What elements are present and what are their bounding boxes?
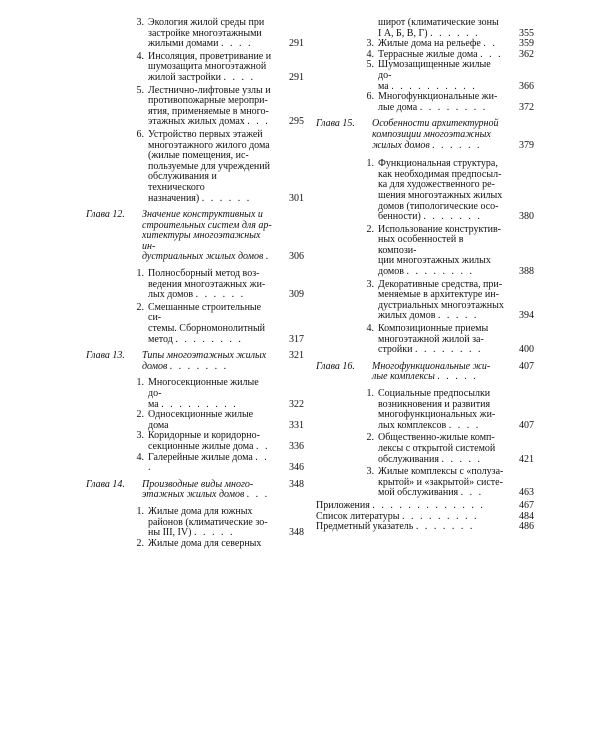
entry-title-line: многоэтажного жилого дома [148, 139, 270, 151]
entry-title-line: районов (климатические зо- [148, 516, 268, 528]
entry-title-line: дустриальных жилых домов [142, 251, 264, 263]
leader-dots: . [265, 251, 271, 263]
entry-title-line: стройки [378, 344, 413, 356]
page-number: 331 [289, 419, 304, 431]
entry-title-line: Многофункциональные жи- [378, 91, 498, 103]
toc-chapter [316, 119, 534, 151]
entry-title-line: меняемые в архитектуре ин- [378, 289, 499, 301]
chapter-label: Глава 15. [316, 118, 355, 130]
entry-title-line: противопожарные меропри- [148, 95, 268, 107]
entry-title-line: лексы с открытой системой [378, 442, 496, 454]
entry-title-line: Жилые дома для северных [148, 537, 262, 549]
page-number: 463 [519, 487, 534, 499]
entry-number: 5. [136, 84, 144, 96]
entry-title-line: метод [148, 333, 173, 345]
leader-dots: . . . . . . . . [415, 344, 483, 356]
toc-entry [316, 159, 534, 223]
entry-title-line: Функциональная структура, [378, 158, 498, 170]
entry-title-line: жилыми домами [148, 38, 219, 50]
entry-number: 3. [136, 430, 144, 442]
toc-entry [86, 130, 304, 204]
toc-left-column [86, 18, 304, 549]
entry-title-line: Коридорные и коридорно- [148, 430, 260, 442]
entry-last-line [316, 522, 504, 533]
entry-number: 1. [136, 268, 144, 280]
entry-title [316, 522, 534, 533]
entry-title-line: ных особенностей в компози- [378, 234, 464, 256]
entry-title-line: застройке многоэтажными [148, 27, 262, 39]
page-number: 317 [289, 333, 304, 345]
toc-entry [316, 280, 534, 322]
entry-title-line: этажных жилых домах [148, 116, 245, 128]
entry-number: 1. [366, 158, 374, 170]
toc-entry [86, 52, 304, 84]
entry-title-line: Полносборный метод воз- [148, 268, 260, 280]
leader-dots: . . . [247, 116, 270, 128]
entry-title-line: ведения многоэтажных жи- [148, 278, 266, 290]
page-number: 366 [519, 80, 534, 92]
entry-title-line: многофункциональных жи- [378, 409, 496, 421]
leader-dots: . . . . . . [430, 27, 480, 39]
entry-title-line: Особенности архитектурной [372, 118, 499, 130]
entry-title-line: Жилые комплексы с «полуза- [378, 466, 504, 478]
entry-number: 4. [136, 451, 144, 463]
entry-number: 5. [366, 59, 374, 71]
page-number: 306 [289, 251, 304, 263]
entry-title-line: Галерейные жилые дома [148, 451, 253, 463]
leader-dots: . . . [246, 489, 270, 501]
chapter-label: Глава 13. [86, 350, 125, 362]
entry-title-line: Приложения [316, 499, 370, 511]
entry-title-line: дустриальных многоэтажных [378, 299, 504, 311]
leader-dots: . . . [148, 451, 269, 474]
page-number: 346 [289, 462, 304, 474]
entry-title-line: бенности) [378, 211, 421, 223]
entry-title [148, 539, 304, 550]
leader-dots: . . . [460, 487, 484, 499]
entry-last-line [378, 103, 504, 114]
entry-title-line: как необходимая предпосыл- [378, 168, 502, 180]
page-number: 486 [519, 521, 534, 533]
entry-last-line [148, 335, 274, 346]
entry-number: 6. [366, 91, 374, 103]
leader-dots: . . . [480, 48, 503, 60]
entry-title-line: домов (типологические осо- [378, 200, 499, 212]
entry-last-line [378, 212, 504, 223]
page-number: 388 [519, 266, 534, 278]
leader-dots: . . . . [223, 71, 255, 83]
entry-last-line [148, 290, 274, 301]
entry-title-line: Социальные предпосылки [378, 388, 491, 399]
entry-title-line: лых комплексов [378, 419, 447, 431]
toc-entry [316, 389, 534, 431]
entry-number: 2. [366, 432, 374, 444]
entry-title-line: ны III, IV) [148, 527, 192, 539]
entry-title-line: Список литературы [316, 510, 400, 522]
entry-title-line: жилых домов [372, 139, 430, 151]
leader-dots: . . . . . [441, 453, 482, 465]
leader-dots: . . [483, 38, 497, 50]
toc-chapter [316, 362, 534, 383]
toc-chapter [86, 210, 304, 263]
toc-entry [316, 522, 534, 533]
page-number: 321 [289, 350, 304, 362]
leader-dots: . . . . . . . [423, 211, 482, 223]
entry-last-line [378, 311, 504, 322]
page-number: 372 [519, 101, 534, 113]
entry-title-line: Жилые дома на рельефе [378, 38, 481, 50]
page-number: 295 [289, 116, 304, 128]
toc-entry [86, 431, 304, 452]
entry-title-line: Инсоляция, проветривание и [148, 50, 272, 62]
page-number: 484 [519, 510, 534, 522]
toc-right-column [316, 18, 534, 533]
entry-number: 3. [366, 466, 374, 478]
toc-chapter [86, 480, 304, 501]
entry-title-line: мой обслуживания [378, 487, 459, 499]
toc-entry [86, 453, 304, 474]
leader-dots: . . . . . . . . . . [391, 80, 477, 92]
entry-title-line: хитектуры многоэтажных ин- [142, 230, 261, 252]
entry-title-line: обслуживания [378, 453, 439, 465]
toc-chapter [86, 351, 304, 372]
entry-number: 1. [136, 377, 144, 389]
entry-title-line: пользуемые для учреждений [148, 160, 270, 172]
entry-title-line: Жилые дома для южных [148, 505, 253, 517]
entry-title-line: назначения) [148, 192, 200, 204]
entry-number: 2. [136, 409, 144, 421]
entry-number: 1. [136, 505, 144, 517]
entry-title-line: ятия, применяемые в много- [148, 105, 269, 117]
entry-title-line: ма [148, 398, 159, 410]
entry-number: 4. [366, 323, 374, 335]
page-number: 407 [519, 419, 534, 431]
entry-last-line [378, 488, 504, 499]
entry-last-line [372, 141, 504, 152]
toc-entry [86, 303, 304, 345]
entry-title-line: стемы. Сборномонолитный [148, 323, 266, 335]
leader-dots: . . . . . . . . . [401, 510, 479, 522]
entry-last-line [148, 117, 274, 128]
entry-title-line: I А, Б, В, Г) [378, 27, 428, 39]
page-number: 362 [519, 48, 534, 60]
leader-dots: . . . . . . . [415, 521, 475, 533]
leader-dots: . . . . . . . . [175, 333, 243, 345]
entry-title-line: лые дома [378, 101, 418, 113]
toc-entry [86, 507, 304, 539]
leader-dots: . . . . . . . . . [161, 398, 238, 410]
toc-entry [316, 18, 534, 39]
entry-title-line: шумозащита многоэтажной [148, 61, 267, 73]
toc-entry [316, 467, 534, 499]
leader-dots: . . . . . . . . . . . . . [372, 499, 485, 511]
leader-dots: . . [255, 440, 270, 452]
entry-last-line [142, 490, 274, 501]
chapter-label: Глава 12. [86, 209, 125, 221]
page-number: 421 [519, 453, 534, 465]
entry-title-line: Экология жилой среды при [148, 17, 265, 28]
page-number: 301 [289, 192, 304, 204]
entry-title-line: строительных систем для ар- [142, 219, 272, 231]
entry-title-line: Предметный указатель [316, 521, 414, 533]
page-number: 348 [289, 478, 304, 490]
entry-title-line: жилой застройки [148, 71, 221, 83]
entry-title-line: многоэтажной жилой за- [378, 333, 484, 345]
entry-number: 4. [366, 48, 374, 60]
chapter-label: Глава 16. [316, 360, 355, 372]
page-number: 380 [519, 211, 534, 223]
entry-title-line: Устройство первых этажей [148, 128, 263, 140]
entry-title-line: Композиционные приемы [378, 323, 489, 335]
entry-last-line [378, 345, 504, 356]
toc-entry [316, 92, 534, 113]
page-number: 379 [519, 139, 534, 151]
entry-last-line [142, 252, 274, 263]
page-number: 291 [289, 38, 304, 50]
page-number: 322 [289, 398, 304, 410]
entry-title-line: обслуживания и технического [148, 171, 217, 193]
entry-title-line: домов [378, 266, 404, 278]
entry-last-line [148, 453, 274, 474]
toc-entry [86, 86, 304, 128]
entry-title-line: Шумозащищенные жилые до- [378, 59, 491, 81]
toc-entry [86, 539, 304, 550]
entry-last-line [148, 39, 274, 50]
entry-number: 3. [366, 38, 374, 50]
toc-entry [316, 225, 534, 278]
leader-dots: . . . . . . . . [406, 266, 474, 278]
leader-dots: . . . . . . . [169, 360, 229, 372]
page-number: 394 [519, 310, 534, 322]
entry-number: 4. [136, 50, 144, 62]
entry-title-line: ка для художественного ре- [378, 179, 495, 191]
entry-title-line: Смешанные строительные си- [148, 301, 262, 324]
toc-entry [316, 324, 534, 356]
entry-title-line: Многосекционные жилые до- [148, 377, 259, 399]
entry-title-line: (жилые помещения, ис- [148, 150, 249, 162]
entry-title-line: Использование конструктив- [378, 223, 501, 235]
entry-title-line: ции многоэтажных жилых [378, 255, 491, 267]
entry-number: 3. [136, 17, 144, 28]
entry-number: 3. [366, 278, 374, 290]
leader-dots: . . . . . [437, 371, 478, 383]
page-number: 291 [289, 71, 304, 83]
page-number: 400 [519, 344, 534, 356]
entry-title-line: крытой» и «закрытой» систе- [378, 476, 503, 488]
entry-title-line: ма [378, 80, 389, 92]
toc-entry [86, 378, 304, 410]
leader-dots: . . . . . . . . [419, 101, 488, 113]
entry-last-line [372, 372, 504, 383]
toc-entry [316, 433, 534, 465]
toc-entry [86, 18, 304, 50]
page-number: 336 [289, 440, 304, 452]
entry-title-line: Производные виды много- [142, 478, 254, 490]
entry-last-line [142, 362, 274, 373]
toc-entry [86, 269, 304, 301]
leader-dots: . . . . [448, 419, 481, 431]
leader-dots: . . . . . . [201, 192, 252, 204]
entry-number: 1. [366, 388, 374, 399]
entry-title-line: Типы многоэтажных жилых [142, 350, 267, 362]
page-number: 309 [289, 289, 304, 301]
entry-number: 2. [136, 301, 144, 313]
leader-dots: . . . . . . [432, 139, 482, 151]
chapter-label: Глава 14. [86, 478, 125, 490]
page-number: 467 [519, 499, 534, 511]
entry-number: 2. [366, 223, 374, 235]
entry-title-line: Значение конструктивных и [142, 209, 263, 221]
entry-last-line [148, 194, 274, 205]
entry-title-line: лых домов [148, 289, 194, 301]
entry-title-line: домов [142, 360, 168, 372]
entry-title-line: Террасные жилые дома [378, 48, 478, 60]
entry-last-line [378, 421, 504, 432]
entry-title-line: Многофункциональные жи- [372, 360, 491, 372]
entry-title-line: Общественно-жилые комп- [378, 432, 495, 444]
leader-dots: . . . . [220, 38, 253, 50]
entry-title-line: широт (климатические зоны [378, 17, 499, 28]
entry-title-line: Односекционные жилые дома [148, 409, 254, 431]
toc-entry [86, 410, 304, 431]
page-number: 407 [519, 360, 534, 372]
leader-dots: . . . . . [193, 527, 235, 539]
entry-title-line: Декоративные средства, при- [378, 278, 503, 290]
entry-title-line: шения многоэтажных жилых [378, 189, 503, 201]
page-number: 355 [519, 27, 534, 39]
entry-last-line [378, 267, 504, 278]
entry-title-line: жилых домов [378, 310, 436, 322]
entry-number: 2. [136, 537, 144, 549]
entry-last-line [148, 73, 274, 84]
leader-dots: . . . . . . [195, 289, 246, 301]
leader-dots: . . . . . [437, 310, 479, 322]
entry-title-line: композиции многоэтажных [372, 128, 491, 140]
page-number: 359 [519, 38, 534, 50]
entry-title-line: Лестнично-лифтовые узлы и [148, 84, 271, 96]
entry-number: 6. [136, 128, 144, 140]
entry-title-line: этажных жилых домов [142, 489, 245, 501]
page-number: 348 [289, 527, 304, 539]
entry-last-line [378, 455, 504, 466]
entry-title-line: секционные жилые дома [148, 440, 254, 452]
entry-title-line: возникновения и развития [378, 398, 491, 410]
toc-entry [316, 60, 534, 92]
entry-title-line: лые комплексы [372, 371, 435, 383]
